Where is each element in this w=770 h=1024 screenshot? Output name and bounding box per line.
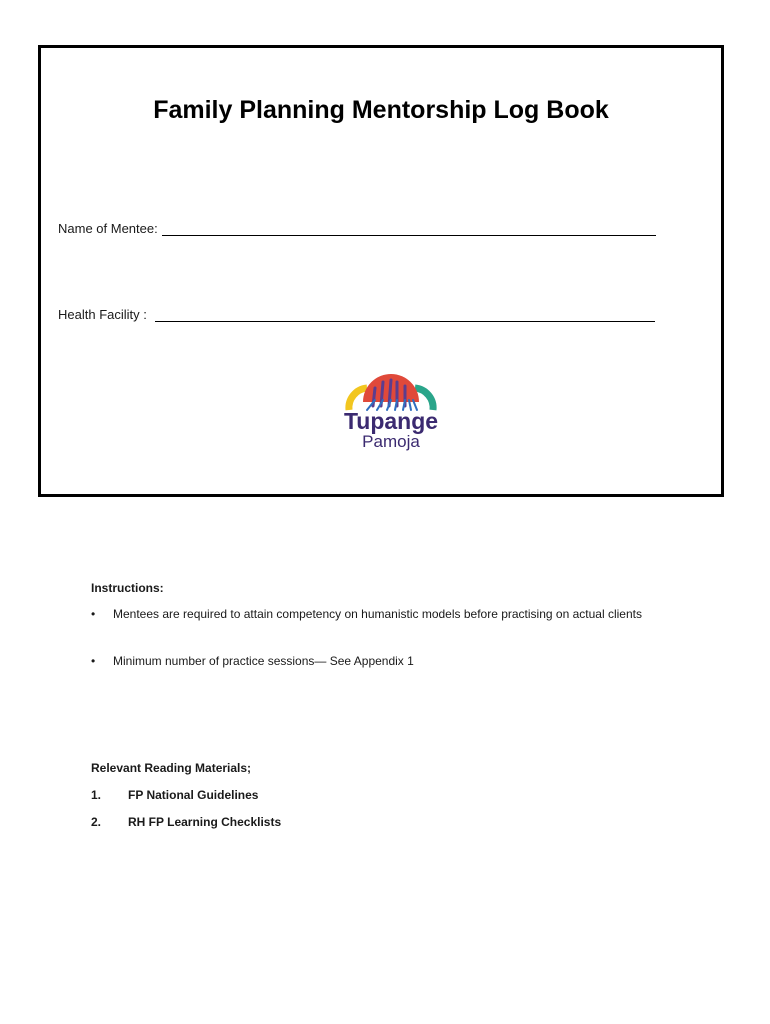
logo-text-tupange: Tupange [343,408,439,434]
reading-item-text: RH FP Learning Checklists [128,815,282,829]
cover-box [38,45,724,497]
health-facility-label: Health Facility : [58,307,147,322]
bullet-icon: • [91,607,96,621]
logo-text-pamoja: Pamoja [362,432,420,451]
tupange-pamoja-logo [341,366,441,456]
health-facility-line [155,307,655,322]
reading-item-text: FP National Guidelines [128,788,259,802]
instruction-text: Mentees are required to attain competency on humanistic models before practising on actual clients [113,607,642,621]
bullet-icon: • [91,654,96,668]
item-number: 2. [91,815,102,829]
mentee-name-field [58,221,656,236]
reading-materials-heading: Relevant Reading Materials; [91,761,252,775]
mentee-name-line [162,221,656,236]
mentee-name-label: Name of Mentee: [58,221,158,236]
item-number: 1. [91,788,102,802]
document-title: Family Planning Mentorship Log Book [153,96,609,124]
logo-emblem-icon [341,366,441,412]
health-facility-field [58,307,655,322]
instructions-heading: Instructions: [91,581,164,595]
instruction-text: Minimum number of practice sessions— See Appendix 1 [113,654,414,668]
